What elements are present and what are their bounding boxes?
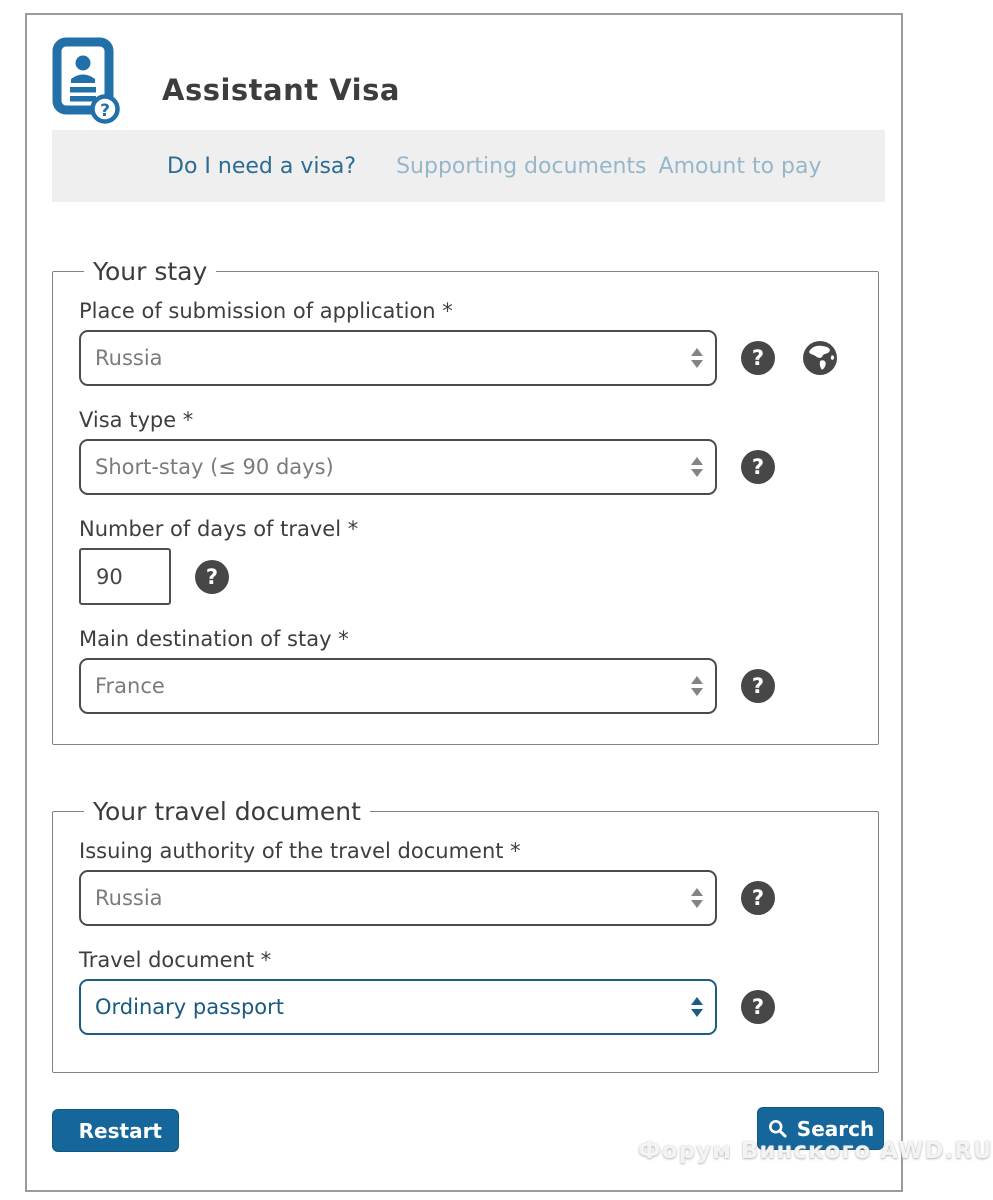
select-value: Russia (95, 886, 163, 910)
refresh-icon (69, 1121, 70, 1140)
svg-text:?: ? (100, 101, 110, 121)
page-title: Assistant Visa (162, 73, 400, 107)
issuing-authority-select[interactable] (79, 870, 717, 926)
visa-type-select[interactable] (79, 439, 717, 495)
search-button[interactable] (757, 1107, 884, 1150)
main-destination-select[interactable] (79, 658, 717, 714)
travel-document-select[interactable] (79, 979, 717, 1035)
select-spinner-icon (691, 676, 703, 696)
tab-supporting-documents[interactable]: Supporting documents (396, 153, 647, 179)
field-label: Visa type * (79, 408, 194, 432)
field-label: Number of days of travel * (79, 517, 359, 541)
help-icon[interactable]: ? (741, 990, 775, 1024)
your-stay-section (52, 257, 879, 745)
select-value: Ordinary passport (95, 995, 284, 1019)
number-of-days-input[interactable]: 90 (79, 548, 171, 605)
restart-button[interactable] (52, 1109, 179, 1152)
field-label: Place of submission of application * (79, 299, 453, 323)
section-legend: Your travel document (93, 797, 361, 826)
select-value: Russia (95, 346, 163, 370)
assistant-tabbar (52, 130, 885, 202)
field-label: Issuing authority of the travel document * (79, 839, 521, 863)
assistant-visa-widget (25, 13, 903, 1192)
select-spinner-icon (691, 457, 703, 477)
help-icon[interactable]: ? (741, 341, 775, 375)
select-spinner-icon (691, 997, 703, 1017)
your-travel-document-section (52, 797, 879, 1073)
field-label: Travel document * (79, 948, 272, 972)
select-spinner-icon (691, 888, 703, 908)
help-icon[interactable]: ? (741, 669, 775, 703)
watermark: Форум Винского AWD.RU (638, 1138, 993, 1164)
restart-label: Restart (78, 1118, 162, 1143)
select-value: Short-stay (≤ 90 days) (95, 455, 334, 479)
tab-amount-to-pay[interactable]: Amount to pay (658, 153, 822, 179)
help-icon[interactable]: ? (741, 881, 775, 915)
place-of-submission-select[interactable] (79, 330, 717, 386)
search-icon (767, 1118, 788, 1139)
help-icon[interactable]: ? (741, 450, 775, 484)
select-value: France (95, 674, 165, 698)
field-label: Main destination of stay * (79, 627, 349, 651)
section-legend: Your stay (93, 257, 208, 286)
tab-do-i-need-a-visa[interactable]: Do I need a visa? (167, 153, 357, 179)
id-card-question-icon (52, 37, 120, 127)
globe-icon[interactable] (802, 340, 838, 376)
select-spinner-icon (691, 348, 703, 368)
help-icon[interactable]: ? (195, 560, 229, 594)
search-label: Search (796, 1116, 875, 1141)
